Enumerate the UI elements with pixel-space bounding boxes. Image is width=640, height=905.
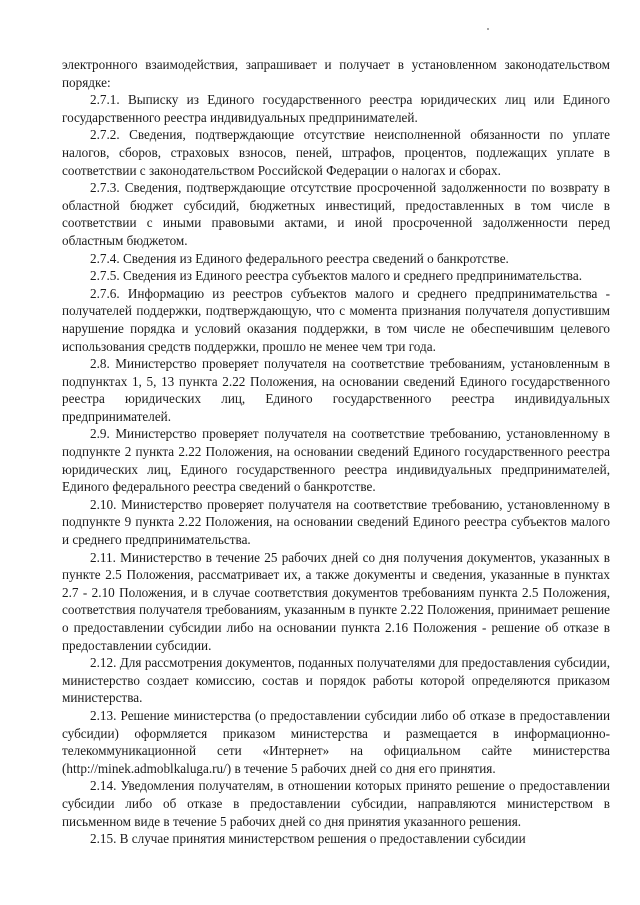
- paragraph-2-7-3: 2.7.3. Сведения, подтверждающие отсутствие просроченной задолженности по возврату в областной бюджет субсидий, бюджетных инвестиций, предоставленных в том числе в соответствии с иными правовыми актами, и иной просроченной задолженности перед областным бюджетом.: [62, 180, 610, 248]
- paragraph-2-9: 2.9. Министерство проверяет получателя на соответствие требованию, установленному в подпункте 2 пункта 2.22 Положения, на основании сведений Единого государственного реестра юридических лиц, Единого государственного реестра индивидуальных предпринимателей, Единого федерального реестра сведений о банкротстве.: [62, 426, 610, 495]
- paragraph-2-7-5: 2.7.5. Сведения из Единого реестра субъектов малого и среднего предпринимательства.: [90, 268, 582, 284]
- document-body: [62, 56, 610, 848]
- paragraph-2-7-4: 2.7.4. Сведения из Единого федерального реестра сведений о банкротстве.: [90, 250, 509, 266]
- paragraph-intro: электронного взаимодействия, запрашивает и получает в установленном законодательством порядке:: [62, 57, 610, 90]
- paragraph-2-13: 2.13. Решение министерства (о предоставлении субсидии либо об отказе в предоставлении субсидии) оформляется приказом министерства и размещается в информационно-телекоммуникационной сети «Интернет» на официальном сайте министерства (http://minek.admoblkaluga.ru/) в течение 5 рабочих дней со дня его принятия.: [62, 707, 610, 776]
- paragraph-2-14: 2.14. Уведомления получателям, в отношении которых принято решение о предоставлении субсидии либо об отказе в предоставлении субсидии, направляются министерством в письменном виде в течение 5 рабочих дней со дня принятия указанного решения.: [62, 778, 610, 829]
- scan-speck: [487, 28, 489, 30]
- paragraph-2-11: 2.11. Министерство в течение 25 рабочих дней со дня получения документов, указанных в пункте 2.5 Положения, рассматривает их, а также документы и сведения, указанные в пунктах 2.7 - 2.10 Положения, и в случае соответствия документов требованиям пункта 2.5 Положения, соответствия получателя требованиям, указанным в пункте 2.22 Положения, принимает решение о предоставлении субсидии либо на основании пункта 2.16 Положения - решение об отказе в предоставлении субсидии.: [62, 549, 610, 653]
- paragraph-2-7-6: 2.7.6. Информацию из реестров субъектов малого и среднего предпринимательства - получателей поддержки, подтверждающую, что с момента признания получателя допустившим нарушение порядка и условий оказания поддержки, в том числе не обеспечившим целевого использования средств поддержки, прошло не менее чем три года.: [62, 285, 610, 354]
- paragraph-2-12: 2.12. Для рассмотрения документов, поданных получателями для предоставления субсидии, министерство создает комиссию, состав и порядок работы которой определяются приказом министерства.: [62, 655, 610, 706]
- paragraph-2-8: 2.8. Министерство проверяет получателя на соответствие требованиям, установленным в подпунктах 1, 5, 13 пункта 2.22 Положения, на основании сведений Единого государственного реестра юридических лиц, Единого государственного реестра индивидуальных предпринимателей.: [62, 356, 610, 424]
- paragraph-2-7-2: 2.7.2. Сведения, подтверждающие отсутствие неисполненной обязанности по уплате налогов, сборов, страховых взносов, пеней, штрафов, процентов, подлежащих уплате в соответствии с законодательством Российской Федерации о налогах и сборах.: [62, 127, 610, 178]
- paragraph-2-15: 2.15. В случае принятия министерством решения о предоставлении субсидии: [90, 831, 526, 847]
- paragraph-2-7-1: 2.7.1. Выписку из Единого государственного реестра юридических лиц или Единого государственного реестра индивидуальных предпринимателей.: [62, 92, 610, 125]
- paragraph-2-10: 2.10. Министерство проверяет получателя на соответствие требованию, установленному в подпункте 9 пункта 2.22 Положения, на основании сведений Единого реестра субъектов малого и среднего предпринимательства.: [62, 496, 610, 548]
